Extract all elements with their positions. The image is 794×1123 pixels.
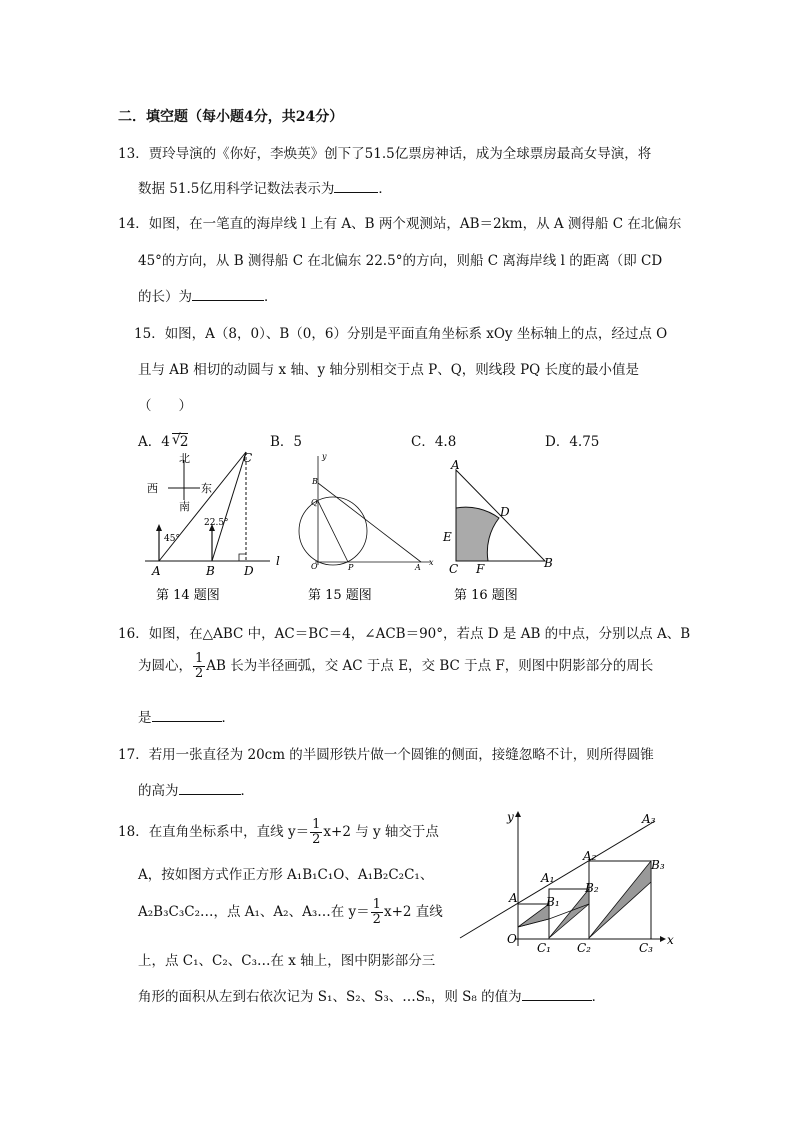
option-b[interactable]: B．5 — [270, 434, 303, 450]
question-15-line2: 且与 AB 相切的动圆与 x 轴、y 轴分别相交于点 P、Q，则线段 PQ 长度的最小值是 — [138, 362, 640, 378]
question-17-line2: 的高为 ． — [138, 783, 254, 799]
point-O-label: O — [311, 562, 318, 571]
angle-45-label: 45° — [164, 534, 180, 544]
point-A2-label: A₂ — [583, 849, 597, 863]
point-C2-label: C₂ — [577, 941, 591, 953]
angle-22-5-label: 22.5° — [204, 518, 229, 528]
answer-blank-13[interactable] — [334, 180, 378, 193]
point-E-label: E — [443, 530, 452, 544]
point-B-label: B — [206, 564, 215, 578]
fraction-half-1: $\frac{1}{2}$ — [312, 817, 321, 847]
question-16-line3: 是 ． — [138, 710, 235, 726]
question-14-line3: 的长）为 ． — [138, 289, 278, 305]
west-label: 西 — [147, 482, 158, 495]
figure-15 — [299, 452, 434, 572]
axis-y-label: y — [322, 452, 327, 461]
figure-18 — [455, 808, 685, 953]
point-P-label: P — [348, 563, 354, 572]
point-A-label: A — [152, 564, 161, 578]
point-A3-label: A₃ — [642, 812, 656, 826]
answer-blank-18[interactable] — [522, 988, 592, 1001]
point-F-label: F — [476, 562, 485, 576]
caption-14: 第 14 题图 — [156, 588, 220, 603]
fraction-half-2: $\frac{1}{2}$ — [372, 897, 381, 927]
caption-16: 第 16 题图 — [454, 588, 518, 603]
question-18-line4: 上，点 C₁、C₂、C₃…在 x 轴上，图中阴影部分三 — [138, 953, 436, 969]
question-18-line1: 18．在直角坐标系中，直线 y＝ $\frac{1}{2}$ x+2 与 y 轴交于点 — [118, 817, 439, 847]
point-A-label: A — [451, 458, 460, 472]
point-C1-label: C₁ — [537, 941, 551, 953]
point-C-label: C — [243, 451, 253, 465]
point-A-label: A — [415, 563, 421, 572]
point-A-label: A — [509, 891, 518, 905]
point-D-label: D — [244, 564, 254, 578]
question-18-line5: 角形的面积从左到右依次记为 S₁、S₂、S₃、…Sₙ，则 S₈ 的值为 ． — [138, 989, 606, 1005]
figure-14 — [145, 451, 280, 578]
fraction-half: $\frac{1}{2}$ — [195, 651, 204, 681]
point-C-label: C — [449, 562, 459, 576]
option-d[interactable]: D．4.75 — [545, 434, 600, 450]
axis-x-label: x — [667, 933, 674, 947]
point-B3-label: B₃ — [651, 858, 665, 872]
figure-16 — [442, 458, 553, 576]
answer-blank-17[interactable] — [179, 782, 241, 795]
point-B-label: B — [544, 556, 553, 570]
axis-y-label: y — [507, 810, 514, 824]
point-D-label: D — [500, 505, 510, 519]
section-title: 二．填空题（每小题4分，共24分） — [118, 109, 344, 125]
south-label: 南 — [179, 500, 190, 513]
option-a[interactable]: A．4 √ 2 — [138, 432, 189, 450]
east-label: 东 — [201, 482, 212, 495]
question-18-line2: A，按如图方式作正方形 A₁B₁C₁O、A₁B₂C₂C₁、 — [138, 867, 434, 883]
point-B-label: B — [312, 477, 318, 486]
north-label: 北 — [179, 452, 190, 465]
option-c[interactable]: C．4.8 — [411, 434, 457, 450]
answer-blank-16[interactable] — [152, 709, 222, 722]
question-17-line1: 17．若用一张直径为 20cm 的半圆形铁片做一个圆锥的侧面，接缝忽略不计，则所得圆锥 — [118, 747, 654, 763]
question-14-line1: 14．如图，在一笔直的海岸线 l 上有 A、B 两个观测站，AB＝2km，从 A 测得船 C 在北偏东 — [118, 216, 682, 232]
point-O-label: O — [507, 932, 517, 946]
line-l-label: l — [276, 554, 280, 568]
question-16-line1: 16．如图，在△ABC 中，AC＝BC＝4，∠ACB＝90°，若点 D 是 AB 的中点，分别以点 A、B — [118, 626, 691, 642]
figures-14-15-16 — [140, 450, 580, 610]
answer-blank-14[interactable] — [192, 288, 264, 301]
question-16-line2: 为圆心， $\frac{1}{2}$ AB 长为半径画弧，交 AC 于点 E，交 BC 于点 F，则图中阴影部分的周长 — [138, 651, 654, 681]
caption-15: 第 15 题图 — [308, 588, 372, 603]
point-Q-label: Q — [311, 498, 318, 507]
axis-x-label: x — [429, 558, 434, 567]
point-C3-label: C₃ — [639, 941, 653, 953]
point-B1-label: B₁ — [546, 895, 560, 909]
question-18-line3: A₂B₃C₃C₂…，点 A₁、A₂、A₃…在 y＝ $\frac{1}{2}$ x+2 直线 — [138, 897, 443, 927]
question-13-line2: 数据 51.5亿用科学记数法表示为 ． — [138, 181, 392, 197]
question-15-line1: 15．如图，A（8，0）、B（0，6）分别是平面直角坐标系 xOy 坐标轴上的点，经过点 O — [134, 326, 668, 342]
question-14-line2: 45°的方向，从 B 测得船 C 在北偏东 22.5°的方向，则船 C 离海岸线 l 的距离（即 CD — [138, 253, 663, 269]
question-13-line1: 13．贾玲导演的《你好，李焕英》创下了51.5亿票房神话，成为全球票房最高女导演，将 — [118, 146, 652, 162]
point-B2-label: B₂ — [585, 881, 599, 895]
question-15-paren: （ ） — [138, 398, 192, 414]
point-A1-label: A₁ — [541, 871, 555, 885]
